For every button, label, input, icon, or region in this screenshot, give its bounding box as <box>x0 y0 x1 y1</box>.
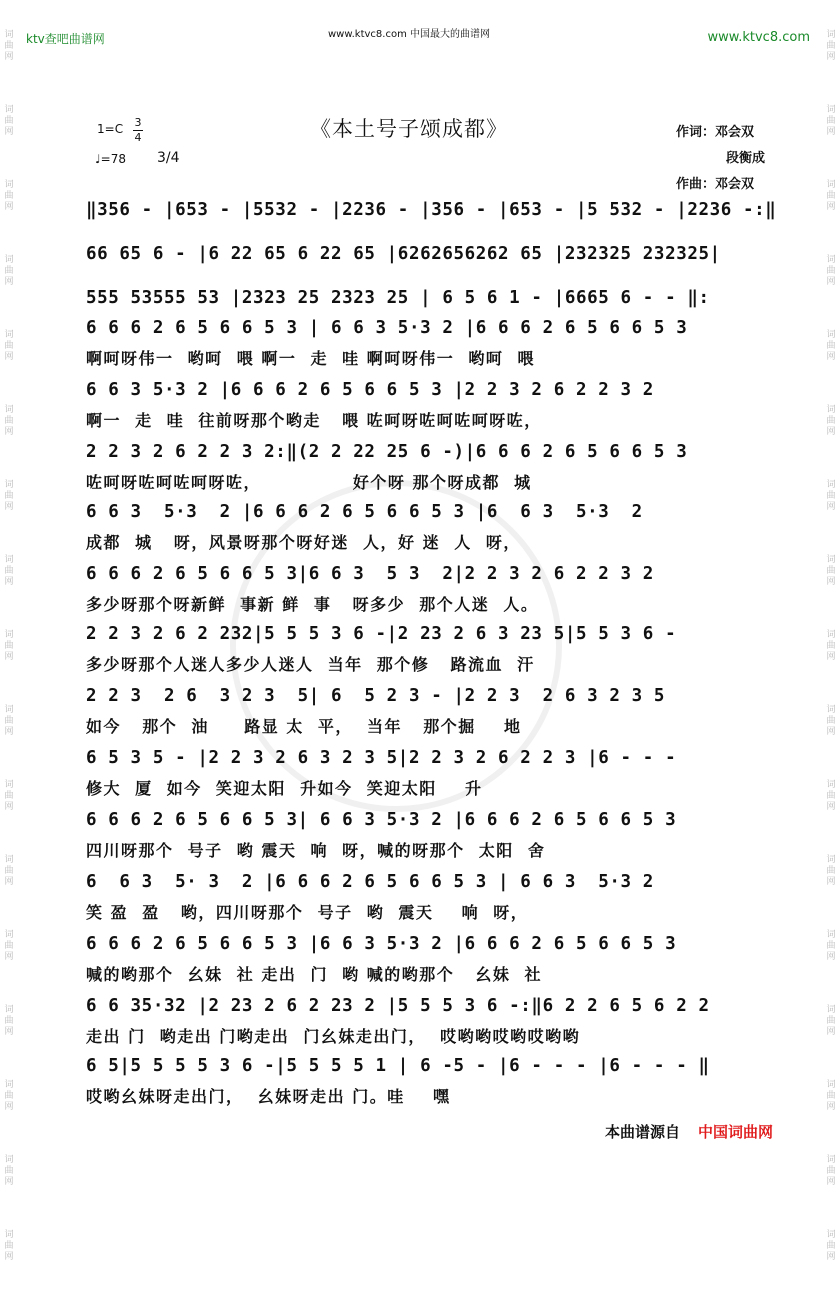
side-watermark-glyph: 词 曲 网 <box>4 405 14 437</box>
footer-site-link[interactable]: 中国词曲网 <box>698 1123 774 1141</box>
lyricist: 作词：邓会双 <box>676 125 755 140</box>
notation-line: 6 6 6 2 6 5 6 6 5 3|6 6 3 5 3 2|2 2 3 2 6 2 2 3 2 <box>86 564 654 584</box>
notation-line: 6 6 3 5·3 2 |6 6 6 2 6 5 6 6 5 3 |6 6 3 5·3 2 <box>86 502 643 522</box>
score-line <box>86 686 786 736</box>
side-watermark-glyph: 词 曲 网 <box>826 30 836 62</box>
lyric-line: 咗呵呀咗呵咗呵呀咗， 好个呀 那个呀成都 城 <box>86 473 532 492</box>
side-watermark-glyph: 词 曲 网 <box>826 480 836 512</box>
side-watermark-glyph: 词 曲 网 <box>826 1155 836 1187</box>
side-watermark-glyph: 词 曲 网 <box>4 855 14 887</box>
song-title: 《本土号子颂成都》 <box>310 117 508 141</box>
notation-line: ‖356 - |653 - |5532 - |2236 - |356 - |653 - |5 532 - |2236 -:‖ <box>86 200 777 220</box>
side-watermark-glyph: 词 曲 网 <box>4 105 14 137</box>
lyric-line: 四川呀那个 号子 哟 震天 响 呀，喊的呀那个 太阳 舍 <box>86 841 546 860</box>
notation-line: 66 65 6 - |6 22 65 6 22 65 |6262656262 65 |232325 232325| <box>86 244 721 264</box>
header-url[interactable]: www.ktvc8.com <box>707 30 810 45</box>
side-watermark-glyph: 词 曲 网 <box>4 1080 14 1112</box>
side-watermark-glyph: 词 曲 网 <box>4 1155 14 1187</box>
key-signature: 1=C <box>97 122 124 136</box>
score-line <box>86 810 786 860</box>
score-line <box>86 1056 786 1106</box>
footer-credit <box>605 1121 773 1142</box>
lyric-line: 啊呵呀伟一 哟呵 喂 啊一 走 哇 啊呵呀伟一 哟呵 喂 <box>86 349 535 368</box>
notation-line: 555 53555 53 |2323 25 2323 25 | 6 5 6 1 - |6665 6 - - ‖: <box>86 288 710 308</box>
score-line <box>86 934 786 984</box>
lyric-line: 修大 厦 如今 笑迎太阳 升如今 笑迎太阳 升 <box>86 779 483 798</box>
lyric-line: 走出 门 哟走出 门哟走出 门幺妹走出门， 哎哟哟哎哟哎哟哟 <box>86 1027 581 1046</box>
lyric-line: 笑 盈 盈 哟，四川呀那个 号子 哟 震天 响 呀， <box>86 903 529 922</box>
side-watermark-glyph: 词 曲 网 <box>4 180 14 212</box>
side-watermark-glyph: 词 曲 网 <box>826 105 836 137</box>
side-watermark-glyph: 词 曲 网 <box>826 1080 836 1112</box>
side-watermark-glyph: 词 曲 网 <box>826 1005 836 1037</box>
score-line <box>86 502 786 552</box>
lyric-line: 如今 那个 油 路显 太 平， 当年 那个掘 地 <box>86 717 522 736</box>
time-numerator: 3 <box>134 116 142 129</box>
lyric-line: 多少呀那个人迷人多少人迷人 当年 那个修 路流血 汗 <box>86 655 535 674</box>
notation-line: 2 2 3 2 6 2 2 3 2:‖(2 2 22 25 6 -)|6 6 6 2 6 5 6 6 5 3 <box>86 442 688 462</box>
side-watermark-glyph: 词 曲 网 <box>826 405 836 437</box>
notation-line: 6 5|5 5 5 5 3 6 -|5 5 5 5 1 | 6 -5 - |6 - - - |6 - - - ‖ <box>86 1056 710 1076</box>
side-watermark-glyph: 词 曲 网 <box>4 480 14 512</box>
side-watermark-glyph: 词 曲 网 <box>826 855 836 887</box>
notation-line: 6 6 35·32 |2 23 2 6 2 23 2 |5 5 5 3 6 -:‖6 2 2 6 5 6 2 2 <box>86 996 710 1016</box>
time-signature <box>133 116 143 145</box>
notation-line: 6 6 6 2 6 5 6 6 5 3| 6 6 3 5·3 2 |6 6 6 2 6 5 6 6 5 3 <box>86 810 677 830</box>
header-site-name[interactable]: ktv查吧曲谱网 <box>26 32 105 46</box>
lyric-line: 成都 城 呀，风景呀那个呀好迷 人，好 迷 人 呀， <box>86 533 521 552</box>
side-watermark-glyph: 词 曲 网 <box>826 330 836 362</box>
side-watermark-glyph: 词 曲 网 <box>4 930 14 962</box>
footer-source-label: 本曲谱源自 <box>605 1123 681 1141</box>
side-watermark-glyph: 词 曲 网 <box>4 705 14 737</box>
lyricist-second: 段衡成 <box>726 151 766 166</box>
side-watermark-glyph: 词 曲 网 <box>826 705 836 737</box>
notation-line: 6 6 6 2 6 5 6 6 5 3 | 6 6 3 5·3 2 |6 6 6 2 6 5 6 6 5 3 <box>86 318 688 338</box>
lyric-line: 多少呀那个呀新鲜 事新 鲜 事 呀多少 那个人迷 人。 <box>86 595 539 614</box>
side-watermark-glyph: 词 曲 网 <box>4 555 14 587</box>
score-line <box>86 200 786 224</box>
score-line <box>86 872 786 922</box>
score-line <box>86 288 786 312</box>
side-watermark-glyph: 词 曲 网 <box>4 780 14 812</box>
score-line <box>86 996 786 1046</box>
side-watermark-glyph: 词 曲 网 <box>4 1230 14 1262</box>
side-watermark-glyph: 词 曲 网 <box>4 1005 14 1037</box>
score-line <box>86 564 786 614</box>
notation-line: 6 6 3 5· 3 2 |6 6 6 2 6 5 6 6 5 3 | 6 6 3 5·3 2 <box>86 872 654 892</box>
header-slogan: www.ktvc8.com 中国最大的曲谱网 <box>328 29 491 40</box>
score-line <box>86 380 786 430</box>
side-watermark-glyph: 词 曲 网 <box>826 255 836 287</box>
lyric-line: 哎哟幺妹呀走出门， 幺妹呀走出 门。哇 嘿 <box>86 1087 451 1106</box>
score-line <box>86 748 786 798</box>
side-watermark-glyph: 词 曲 网 <box>826 630 836 662</box>
side-watermark-right <box>824 30 838 1305</box>
lyric-line: 啊一 走 哇 往前呀那个哟走 喂 咗呵呀咗呵咗呵呀咗， <box>86 411 542 430</box>
notation-line: 2 2 3 2 6 3 2 3 5| 6 5 2 3 - |2 2 3 2 6 3 2 3 5 <box>86 686 666 706</box>
lyric-line: 喊的哟那个 幺妹 社 走出 门 哟 喊的哟那个 幺妹 社 <box>86 965 543 984</box>
side-watermark-glyph: 词 曲 网 <box>826 780 836 812</box>
side-watermark-glyph: 词 曲 网 <box>826 930 836 962</box>
side-watermark-glyph: 词 曲 网 <box>826 1230 836 1262</box>
side-watermark-glyph: 词 曲 网 <box>4 630 14 662</box>
side-watermark-glyph: 词 曲 网 <box>4 255 14 287</box>
score-line <box>86 442 786 492</box>
score-line <box>86 318 786 368</box>
credits <box>676 120 765 198</box>
notation-line: 6 6 6 2 6 5 6 6 5 3 |6 6 3 5·3 2 |6 6 6 2 6 5 6 6 5 3 <box>86 934 677 954</box>
notation-line: 2 2 3 2 6 2 232|5 5 5 3 6 -|2 23 2 6 3 23 5|5 5 3 6 - <box>86 624 677 644</box>
side-watermark-left <box>2 30 16 1305</box>
notation-line: 6 5 3 5 - |2 2 3 2 6 3 2 3 5|2 2 3 2 6 2 2 3 |6 - - - <box>86 748 677 768</box>
side-watermark-glyph: 词 曲 网 <box>4 330 14 362</box>
side-watermark-glyph: 词 曲 网 <box>4 30 14 62</box>
composer: 作曲：邓会双 <box>676 177 755 192</box>
score-line <box>86 244 786 268</box>
meter-label: 3/4 <box>157 150 180 166</box>
notation-line: 6 6 3 5·3 2 |6 6 6 2 6 5 6 6 5 3 |2 2 3 2 6 2 2 3 2 <box>86 380 654 400</box>
time-denominator: 4 <box>134 131 142 144</box>
tempo-marking: ♩=78 <box>95 152 126 166</box>
side-watermark-glyph: 词 曲 网 <box>826 180 836 212</box>
side-watermark-glyph: 词 曲 网 <box>826 555 836 587</box>
score-line <box>86 624 786 674</box>
